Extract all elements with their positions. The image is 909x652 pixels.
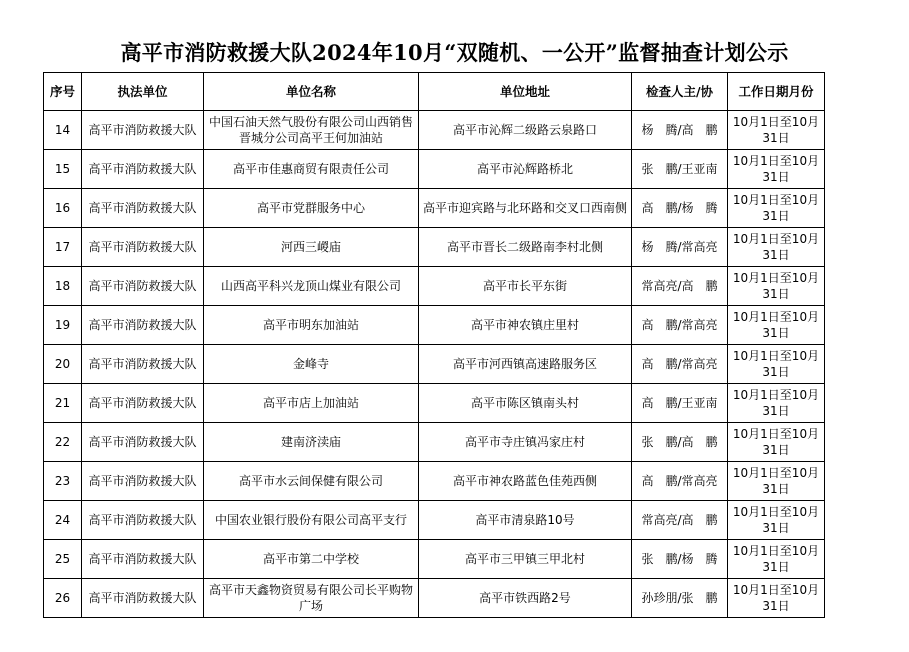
table-row	[44, 345, 825, 384]
cell-work-dates: 10月1日至10月31日	[728, 267, 825, 306]
cell-work-dates: 10月1日至10月31日	[728, 462, 825, 501]
cell-inspectors: 杨 腾/高 鹏	[632, 111, 728, 150]
cell-unit-address: 高平市晋长二级路南李村北侧	[419, 228, 632, 267]
cell-unit-address: 高平市沁辉二级路云泉路口	[419, 111, 632, 150]
cell-inspectors: 孙珍朋/张 鹏	[632, 579, 728, 618]
header-unit-name: 单位名称	[204, 73, 419, 111]
cell-work-dates: 10月1日至10月31日	[728, 111, 825, 150]
table-row	[44, 462, 825, 501]
cell-unit-name: 建南济渎庙	[204, 423, 419, 462]
cell-unit-address: 高平市长平东街	[419, 267, 632, 306]
cell-work-dates: 10月1日至10月31日	[728, 579, 825, 618]
cell-unit-address: 高平市三甲镇三甲北村	[419, 540, 632, 579]
cell-agency: 高平市消防救援大队	[82, 384, 204, 423]
cell-unit-address: 高平市神农路蓝色佳苑西侧	[419, 462, 632, 501]
table-row	[44, 189, 825, 228]
cell-unit-name: 金峰寺	[204, 345, 419, 384]
cell-serial: 26	[44, 579, 82, 618]
cell-serial: 14	[44, 111, 82, 150]
cell-unit-address: 高平市沁辉路桥北	[419, 150, 632, 189]
cell-unit-name: 中国农业银行股份有限公司高平支行	[204, 501, 419, 540]
cell-serial: 23	[44, 462, 82, 501]
cell-inspectors: 常高亮/高 鹏	[632, 501, 728, 540]
cell-serial: 20	[44, 345, 82, 384]
cell-work-dates: 10月1日至10月31日	[728, 384, 825, 423]
cell-serial: 18	[44, 267, 82, 306]
cell-serial: 21	[44, 384, 82, 423]
cell-inspectors: 杨 腾/常高亮	[632, 228, 728, 267]
cell-inspectors: 高 鹏/杨 腾	[632, 189, 728, 228]
table-header-row	[44, 73, 825, 111]
cell-agency: 高平市消防救援大队	[82, 540, 204, 579]
cell-unit-name: 高平市店上加油站	[204, 384, 419, 423]
cell-work-dates: 10月1日至10月31日	[728, 189, 825, 228]
cell-agency: 高平市消防救援大队	[82, 423, 204, 462]
cell-unit-address: 高平市河西镇高速路服务区	[419, 345, 632, 384]
header-unit-address: 单位地址	[419, 73, 632, 111]
cell-agency: 高平市消防救援大队	[82, 228, 204, 267]
cell-unit-name: 山西高平科兴龙顶山煤业有限公司	[204, 267, 419, 306]
cell-inspectors: 高 鹏/常高亮	[632, 462, 728, 501]
table-row	[44, 384, 825, 423]
cell-unit-address: 高平市寺庄镇冯家庄村	[419, 423, 632, 462]
table-row	[44, 306, 825, 345]
cell-serial: 16	[44, 189, 82, 228]
cell-work-dates: 10月1日至10月31日	[728, 306, 825, 345]
cell-serial: 19	[44, 306, 82, 345]
header-serial: 序号	[44, 73, 82, 111]
cell-inspectors: 张 鹏/高 鹏	[632, 423, 728, 462]
inspection-plan-table	[43, 72, 825, 618]
cell-serial: 22	[44, 423, 82, 462]
cell-agency: 高平市消防救援大队	[82, 150, 204, 189]
cell-unit-address: 高平市迎宾路与北环路和交叉口西南侧	[419, 189, 632, 228]
cell-unit-name: 中国石油天然气股份有限公司山西销售晋城分公司高平王何加油站	[204, 111, 419, 150]
table-row	[44, 423, 825, 462]
cell-agency: 高平市消防救援大队	[82, 501, 204, 540]
table-row	[44, 501, 825, 540]
cell-agency: 高平市消防救援大队	[82, 111, 204, 150]
cell-serial: 17	[44, 228, 82, 267]
table-row	[44, 228, 825, 267]
table-row	[44, 111, 825, 150]
cell-agency: 高平市消防救援大队	[82, 306, 204, 345]
table-row	[44, 579, 825, 618]
cell-unit-name: 河西三嵕庙	[204, 228, 419, 267]
cell-agency: 高平市消防救援大队	[82, 189, 204, 228]
cell-agency: 高平市消防救援大队	[82, 267, 204, 306]
cell-unit-name: 高平市天鑫物资贸易有限公司长平购物广场	[204, 579, 419, 618]
cell-unit-name: 高平市水云间保健有限公司	[204, 462, 419, 501]
cell-serial: 24	[44, 501, 82, 540]
cell-unit-address: 高平市陈区镇南头村	[419, 384, 632, 423]
cell-agency: 高平市消防救援大队	[82, 345, 204, 384]
cell-work-dates: 10月1日至10月31日	[728, 228, 825, 267]
cell-work-dates: 10月1日至10月31日	[728, 150, 825, 189]
cell-unit-name: 高平市佳惠商贸有限责任公司	[204, 150, 419, 189]
cell-unit-address: 高平市神农镇庄里村	[419, 306, 632, 345]
cell-inspectors: 常高亮/高 鹏	[632, 267, 728, 306]
cell-agency: 高平市消防救援大队	[82, 579, 204, 618]
cell-work-dates: 10月1日至10月31日	[728, 423, 825, 462]
table-row	[44, 150, 825, 189]
cell-unit-name: 高平市明东加油站	[204, 306, 419, 345]
cell-work-dates: 10月1日至10月31日	[728, 345, 825, 384]
cell-inspectors: 张 鹏/王亚南	[632, 150, 728, 189]
cell-serial: 15	[44, 150, 82, 189]
header-agency: 执法单位	[82, 73, 204, 111]
table-row	[44, 267, 825, 306]
header-work-dates: 工作日期月份	[728, 73, 825, 111]
cell-agency: 高平市消防救援大队	[82, 462, 204, 501]
table-row	[44, 540, 825, 579]
cell-inspectors: 高 鹏/常高亮	[632, 306, 728, 345]
cell-work-dates: 10月1日至10月31日	[728, 540, 825, 579]
cell-unit-name: 高平市第二中学校	[204, 540, 419, 579]
cell-work-dates: 10月1日至10月31日	[728, 501, 825, 540]
cell-inspectors: 张 鹏/杨 腾	[632, 540, 728, 579]
cell-inspectors: 高 鹏/王亚南	[632, 384, 728, 423]
cell-unit-address: 高平市清泉路10号	[419, 501, 632, 540]
cell-serial: 25	[44, 540, 82, 579]
cell-inspectors: 高 鹏/常高亮	[632, 345, 728, 384]
header-inspectors: 检查人主/协	[632, 73, 728, 111]
cell-unit-name: 高平市党群服务中心	[204, 189, 419, 228]
page-title: 高平市消防救援大队2024年10月“双随机、一公开”监督抽查计划公示	[120, 40, 789, 65]
cell-unit-address: 高平市铁西路2号	[419, 579, 632, 618]
